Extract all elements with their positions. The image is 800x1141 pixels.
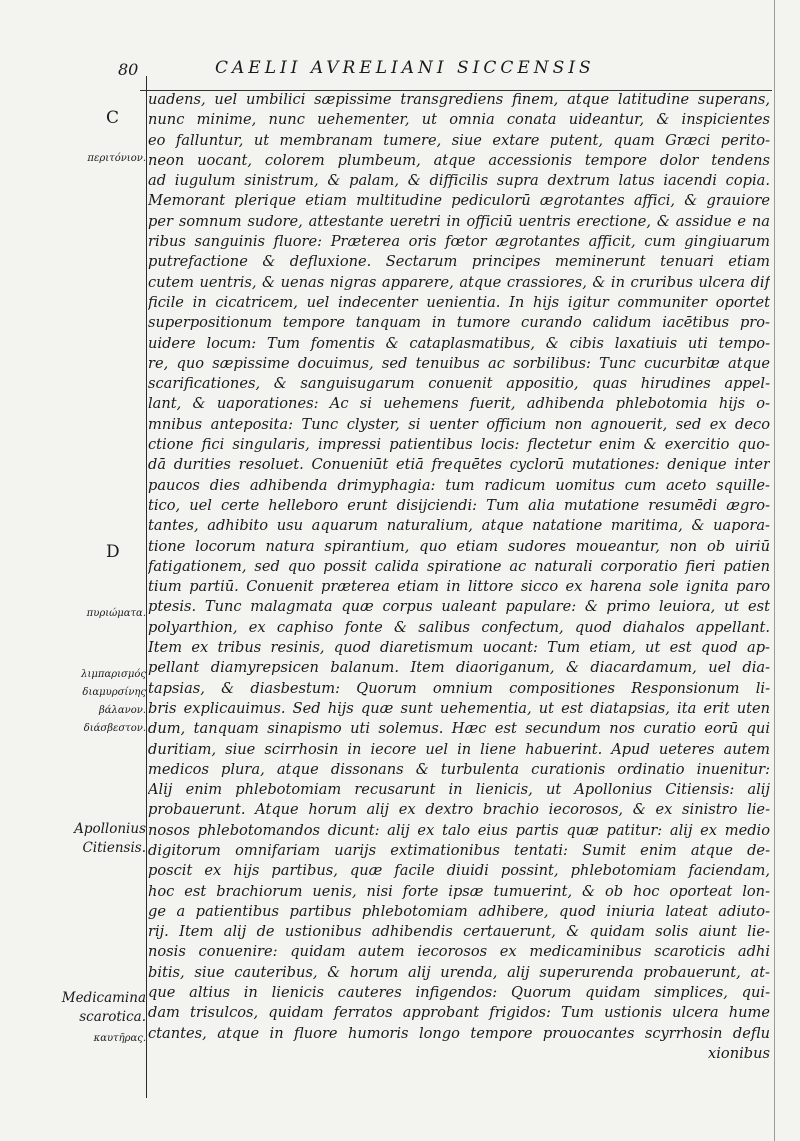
margin-note-greek-diasbeston: διάσβεστον.	[83, 723, 146, 734]
margin-note-medicamina: Medicamina	[61, 990, 146, 1006]
text-line: nunc minime, nunc uehementer, ut omnia conata uideantur, & inspicientes	[148, 111, 770, 129]
margin-note-greek-liparismos: λιμπαρισμός	[81, 669, 146, 680]
text-line: dum, tanquam sinapismo uti solemus. Hæc est secundum nos curatio eorū qui	[148, 720, 770, 738]
text-line: polyarthion, ex caphiso fonte & salibus confectum, quod diahalos appellant.	[148, 618, 770, 636]
page-edge-rule	[774, 0, 775, 1141]
text-line: scarificationes, & sanguisugarum conuenit appositio, quas hirudines appel-	[148, 375, 770, 393]
text-line: ad iugulum sinistrum, & palam, & difficilis supra dextrum latus iacendi copia.	[148, 172, 770, 190]
text-line: ficile in cicatricem, uel indecenter uenientia. In hijs igitur communiter oportet	[148, 293, 770, 311]
text-line: per somnum sudore, attestante ueretri in officiū uentris erectione, & assidue e na	[148, 212, 770, 230]
text-line: mnibus anteposita: Tunc clyster, si uenter officium non agnouerit, sed ex deco	[148, 415, 770, 433]
text-line: lant, & uaporationes: Ac si uehemens fuerit, adhibenda phlebotomia hijs o-	[148, 395, 770, 413]
text-line: fatigationem, sed quo possit calida spiratione ac naturali corporatio fieri patien	[148, 557, 770, 575]
text-line: ge a patientibus partibus phlebotomiam adhibere, quod iniuria lateat adiuto-	[148, 902, 770, 920]
text-line: duritiam, siue scirrhosin in iecore uel in liene habuerint. Apud ueteres autem	[148, 740, 770, 758]
text-line: ribus sanguinis fluore: Præterea oris fœtor ægrotantes afficit, cum gingiuarum	[148, 233, 770, 251]
text-line: dam trisulcos, quidam ferratos approbant frigidos: Tum ustionis ulcera hume	[148, 1004, 770, 1022]
text-line: uidere locum: Tum fomentis & cataplasmatibus, & cibis laxatiuis uti tempo-	[148, 334, 770, 352]
margin-note-greek-balanon: βάλανον.	[99, 705, 146, 716]
text-line: que altius in lienicis cauteres infigendos: Quorum quidam simplices, qui-	[148, 984, 770, 1002]
text-line: dā durities resoluet. Conueniūt etiā frequētes cyclorū mutationes: denique inter	[148, 456, 770, 474]
text-line: cutem uentris, & uenas nigras apparere, atque crassiores, & in cruribus ulcera dif	[148, 273, 770, 291]
margin-note-apollonius: Apollonius	[74, 821, 146, 837]
text-line: bitis, siue cauteribus, & horum alij urenda, alij superurenda probauerunt, at-	[148, 963, 770, 981]
text-line: putrefactione & defluxione. Sectarum principes meminerunt tenuari etiam	[148, 253, 770, 271]
text-line: pellant diamyrepsicen balanum. Item diaoriganum, & diacardamum, uel dia-	[148, 659, 770, 677]
text-line: re, quo sæpissime docuimus, sed tenuibus ac sorbilibus: Tunc cucurbitæ atque	[148, 354, 770, 372]
text-line: superpositionum tempore tanquam in tumore curando calidum iacētibus pro-	[148, 314, 770, 332]
text-line: digitorum omnifariam uarijs extimationibus tentati: Sumit enim atque de-	[148, 841, 770, 859]
text-line: tapsias, & diasbestum: Quorum omnium compositiones Responsionum li-	[148, 679, 770, 697]
section-letter-c: C	[106, 108, 120, 128]
text-line: neon uocant, colorem plumbeum, atque accessionis tempore dolor tendens	[148, 151, 770, 169]
text-line: bris explicauimus. Sed hijs quæ sunt uehementia, ut est diatapsias, ita erit uten	[148, 699, 770, 717]
margin-note-greek-pyriomata: πυριώματα.	[86, 608, 146, 619]
running-head: CAELII AVRELIANI SICCENSIS	[215, 58, 595, 78]
page-number: 80	[118, 60, 139, 79]
text-line: probauerunt. Atque horum alij ex dextro brachio iecorosos, & ex sinistro lie-	[148, 801, 770, 819]
text-line: Alij enim phlebotomiam recusarunt in lienicis, ut Apollonius Citiensis: alij	[148, 781, 770, 799]
margin-note-citiensis: Citiensis.	[82, 840, 146, 856]
text-line: eo falluntur, ut membranam tumere, siue extare putent, quam Græci perito-	[148, 131, 770, 149]
margin-rule	[146, 76, 147, 1098]
text-line: tantes, adhibito usu aquarum naturalium, atque natatione maritima, & uapora-	[148, 517, 770, 535]
text-line: ctione fici singularis, impressi patientibus locis: flectetur enim & exercitio quo-	[148, 436, 770, 454]
margin-note-greek-diamyrsines: διαμυρσίνης	[82, 687, 146, 698]
text-line: tione locorum natura spirantium, quo etiam sudores moueantur, non ob uiriū	[148, 537, 770, 555]
margin-note-greek-kauteras: καυτῆρας.	[93, 1033, 146, 1044]
text-line: nosos phlebotomandos dicunt: alij ex talo eius partis quæ patitur: alij ex medio	[148, 821, 770, 839]
section-letter-d: D	[106, 542, 120, 562]
body-text	[148, 90, 770, 1064]
text-line: Memorant plerique etiam multitudine pediculorū ægrotantes affici, & grauiore	[148, 192, 770, 210]
text-line: ptesis. Tunc malagmata quæ corpus ualeant papulare: & primo leuiora, ut est	[148, 598, 770, 616]
text-line: tium partiū. Conuenit præterea etiam in littore sicco ex harena sole ignita paro	[148, 578, 770, 596]
margin-note-greek-peritoneon: περιτόνιον.	[87, 153, 146, 164]
margin-note-scarotica: scarotica.	[79, 1009, 146, 1025]
text-line: nosis conuenire: quidam autem iecorosos ex medicaminibus scaroticis adhi	[148, 943, 770, 961]
text-line: hoc est brachiorum uenis, nisi forte ipsæ tumuerint, & ob hoc oporteat lon-	[148, 882, 770, 900]
text-line: xionibus	[708, 1044, 770, 1062]
text-line: Item ex tribus resinis, quod diaretismum uocant: Tum etiam, ut est quod ap-	[148, 639, 770, 657]
text-line: uadens, uel umbilici sæpissime transgrediens finem, atque latitudine superans,	[148, 91, 770, 108]
text-line: poscit ex hijs partibus, quæ facile diuidi possint, phlebotomiam faciendam,	[148, 862, 770, 880]
text-line: paucos dies adhibenda drimyphagia: tum radicum uomitus cum aceto squille-	[148, 476, 770, 494]
text-line: rij. Item alij de ustionibus adhibendis certauerunt, & quidam solis aiunt lie-	[148, 923, 770, 941]
text-line: medicos plura, atque dissonans & turbulenta curationis ordinatio inuenitur:	[148, 760, 770, 778]
text-line: ctantes, atque in fluore humoris longo tempore prouocantes scyrrhosin deflu	[148, 1024, 770, 1042]
text-line: tico, uel certe helleboro erunt disijciendi: Tum alia mutatione resumēdi ægro-	[148, 496, 770, 514]
